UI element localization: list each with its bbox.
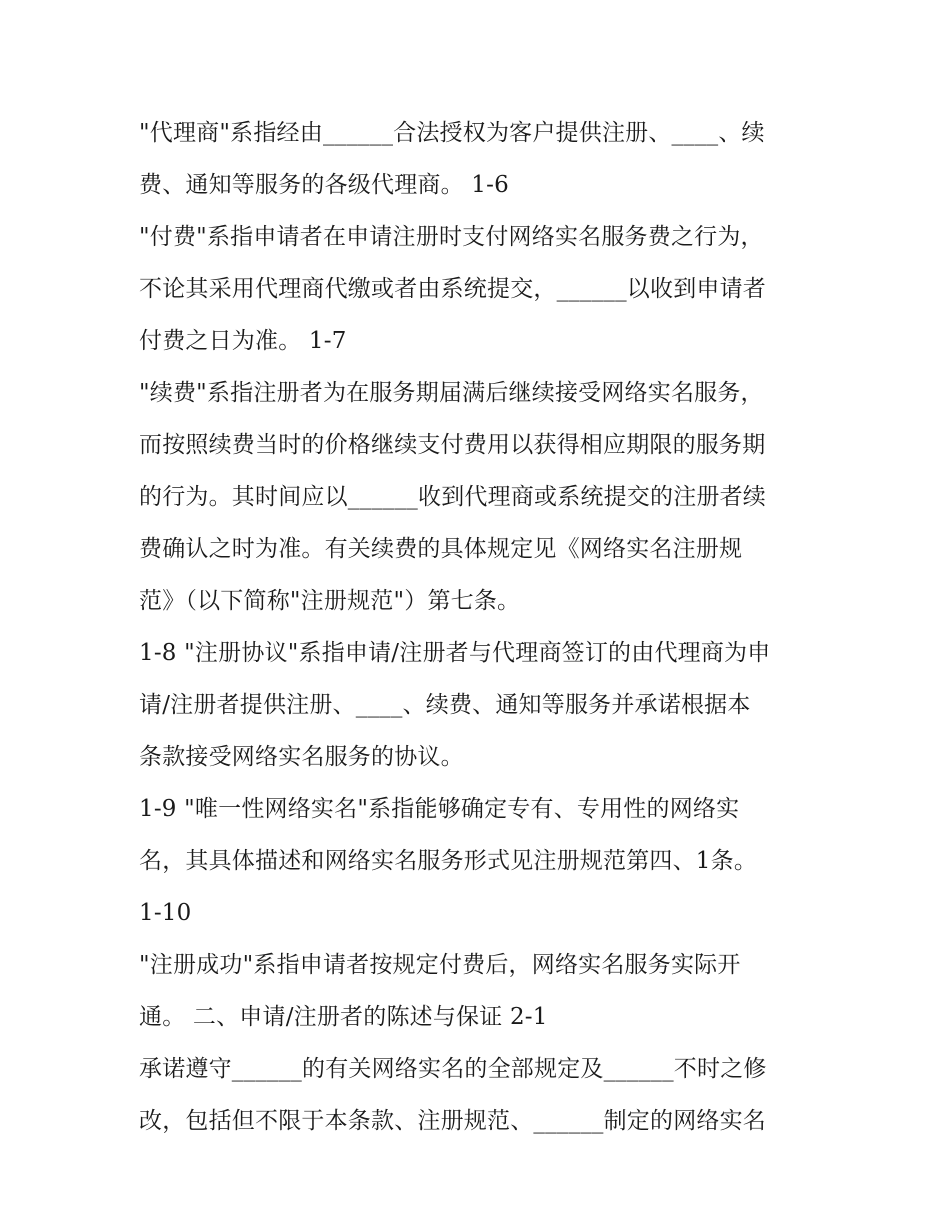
text-line: "付费"系指申请者在申请注册时支付网络实名服务费之行为， (139, 224, 764, 250)
text-line: 请/注册者提供注册、____、续费、通知等服务并承诺根据本 (139, 692, 751, 718)
document-body (139, 107, 819, 1147)
text-line: 条款接受网络实名服务的协议。 (139, 744, 464, 770)
text-line: 1-10 (139, 900, 192, 926)
text-line: 而按照续费当时的价格继续支付费用以获得相应期限的服务期 (139, 432, 766, 458)
text-line: 1-8 "注册协议"系指申请/注册者与代理商签订的由代理商为申 (139, 640, 771, 666)
text-line: 不论其采用代理商代缴或者由系统提交，______以收到申请者 (139, 276, 766, 302)
text-line: "代理商"系指经由______合法授权为客户提供注册、____、续 (139, 120, 765, 146)
text-line: 费确认之时为准。有关续费的具体规定见《网络实名注册规 (139, 536, 743, 562)
text-line: 范》（以下简称"注册规范"）第七条。 (139, 588, 521, 614)
text-line: "续费"系指注册者为在服务期届满后继续接受网络实名服务， (139, 380, 764, 406)
text-line: 费、通知等服务的各级代理商。 1-6 (139, 172, 509, 198)
text-line: 1-9 "唯一性网络实名"系指能够确定专有、专用性的网络实 (139, 796, 740, 822)
text-line: 承诺遵守______的有关网络实名的全部规定及______不时之修 (139, 1056, 767, 1082)
text-line: 改，包括但不限于本条款、注册规范、______制定的网络实名 (139, 1108, 766, 1134)
text-line: "注册成功"系指申请者按规定付费后，网络实名服务实际开 (139, 952, 741, 978)
text-line: 付费之日为准。 1-7 (139, 328, 347, 354)
text-line: 通。 二、申请/注册者的陈述与保证 2-1 (139, 1004, 548, 1030)
text-line: 的行为。其时间应以______收到代理商或系统提交的注册者续 (139, 484, 766, 510)
text-line: 名，其具体描述和网络实名服务形式见注册规范第四、1条。 (139, 848, 758, 874)
